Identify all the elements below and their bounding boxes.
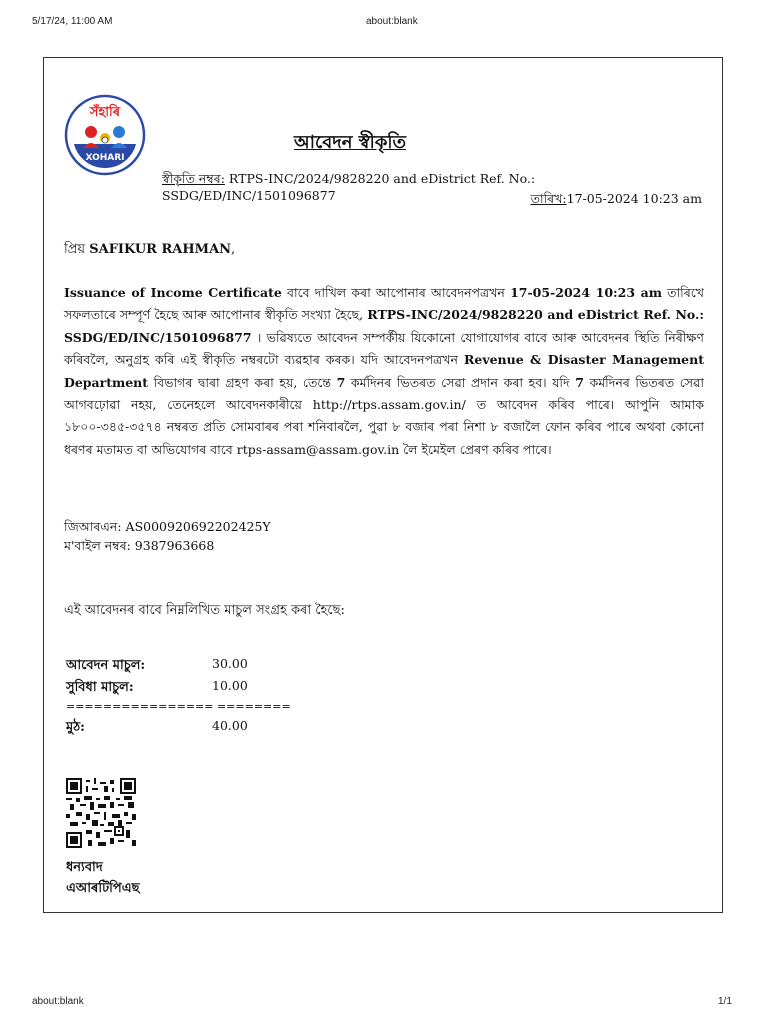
print-url-header: about:blank [366, 16, 418, 27]
total-fee-label: মুঠ: [66, 720, 85, 735]
document-title: আবেদন স্বীকৃতি [294, 132, 407, 153]
support-email: rtps-assam@assam.gov.in [236, 441, 400, 457]
body-text-7: ত আবেদন কৰিব পাৰে। আপুনি আমাক ১৮০০-৩৪৫-৩৫৭৪ নম্বৰত প্ৰতি সোমবাৰৰ পৰা শনিবাৰলৈ, পুৱা ৮ বজাৰ পৰা নিশা ৮ বজালৈ ফোন কৰিব পাৰে অথবা কোনো ধৰণৰ মতামত বা অভিযোগৰ বাবে [64, 397, 704, 457]
page-number: 1/1 [718, 996, 732, 1007]
mobile-value: 9387963668 [134, 538, 215, 553]
logo-brand-text: XOHARI [85, 153, 125, 163]
greeting-suffix: , [231, 242, 236, 257]
closing [66, 857, 140, 899]
fees-table [66, 656, 291, 740]
application-fee-label: আবেদন মাচুল: [66, 658, 146, 673]
date-label: তাৰিখ: [530, 191, 567, 206]
service-fee-value: 10.00 [212, 678, 248, 693]
qr-code-icon [66, 778, 136, 848]
fee-separator: ================ ======== [66, 700, 291, 713]
body-text-1: বাবে দাখিল কৰা আপোনাৰ আবেদনপত্ৰখন [281, 285, 511, 300]
days-count-1: 7 [336, 374, 346, 390]
submission-datetime: 17-05-2024 10:23 am [510, 285, 662, 300]
print-url-footer: about:blank [32, 996, 84, 1007]
body-text-2: তাৰিখে সফলতাৰে সম্পূৰ্ণ হৈছে আৰু আপোনাৰ স্বীকৃতি সংখ্যা হৈছে, [64, 285, 704, 323]
portal-url: http://rtps.assam.gov.in/ [312, 397, 466, 413]
body-text-6: কৰ্মদিনৰ ভিতৰত সেৱা আগবঢ়োৱা নহয়, তেনেহলে আবেদনকাৰীয়ে [64, 374, 704, 413]
days-count-2: 7 [575, 374, 584, 390]
body-text-4: বিভাগৰ দ্বাৰা গ্ৰহণ কৰা হয়, তেন্তে [148, 374, 337, 390]
acknowledgement-document [43, 57, 723, 913]
logo-script-text: সঁহাৰি [89, 105, 121, 120]
ack-label: স্বীকৃতি নম্বৰ: [162, 171, 225, 186]
service-fee-label: সুবিধা মাচুল: [66, 680, 134, 695]
total-fee-value: 40.00 [212, 718, 248, 733]
fee-row-total [66, 718, 291, 740]
fee-row-application [66, 656, 291, 678]
document-date [531, 191, 702, 211]
ack-value: RTPS-INC/2024/9828220 and eDistrict Ref. No.: SSDG/ED/INC/1501096877 [162, 171, 536, 203]
department-name: Revenue & Disaster Management Department [64, 352, 705, 390]
application-fee-value: 30.00 [212, 656, 248, 671]
acknowledgement-body [64, 282, 704, 461]
reference-number: RTPS-INC/2024/9828220 and eDistrict Ref. No.: SSDG/ED/INC/1501096877 [64, 307, 704, 345]
mobile-line [64, 536, 271, 555]
body-text-8: লৈ ইমেইল প্ৰেৰণ কৰিব পাৰে। [399, 441, 552, 457]
print-datetime: 5/17/24, 11:00 AM [32, 16, 113, 27]
applicant-name: SAFIKUR RAHMAN [89, 242, 232, 257]
sender-text: এআৰটিপিএছ [66, 881, 140, 896]
grn-line [64, 517, 271, 536]
grn-label: জিআৰএন: [64, 519, 126, 534]
body-text-5: কৰ্মদিনৰ ভিতৰত সেৱা প্ৰদান কৰা হব। যদি [345, 374, 576, 390]
applicant-details [64, 517, 271, 555]
greeting-prefix: প্ৰিয় [64, 242, 90, 257]
service-name: Issuance of Income Certificate [64, 285, 282, 300]
fee-row-service [66, 678, 291, 700]
date-value: 17-05-2024 10:23 am [566, 191, 702, 206]
body-text-3: । ভৱিষ্যতে আবেদন সম্পৰ্কীয় যিকোনো যোগাযোগৰ বাবে আৰু আবেদনৰ স্থিতি নিৰীক্ষণ কৰিবলৈ, অনুগ্ৰহ কৰি এই স্বীকৃতি নম্বৰটো ব্যৱহাৰ কৰক। যদি আবেদনপত্ৰখন [64, 329, 704, 368]
fees-intro: এই আবেদনৰ বাবে নিম্নলিখিত মাচুল সংগ্ৰহ কৰা হৈছে: [64, 603, 345, 618]
xohari-logo-icon [64, 94, 146, 176]
mobile-label: ম'বাইল নম্বৰ: [64, 538, 135, 553]
greeting [64, 240, 235, 261]
grn-value: AS000920692202425Y [125, 519, 271, 534]
thanks-text: ধন্যবাদ [66, 860, 103, 875]
acknowledgement-number [162, 170, 582, 204]
